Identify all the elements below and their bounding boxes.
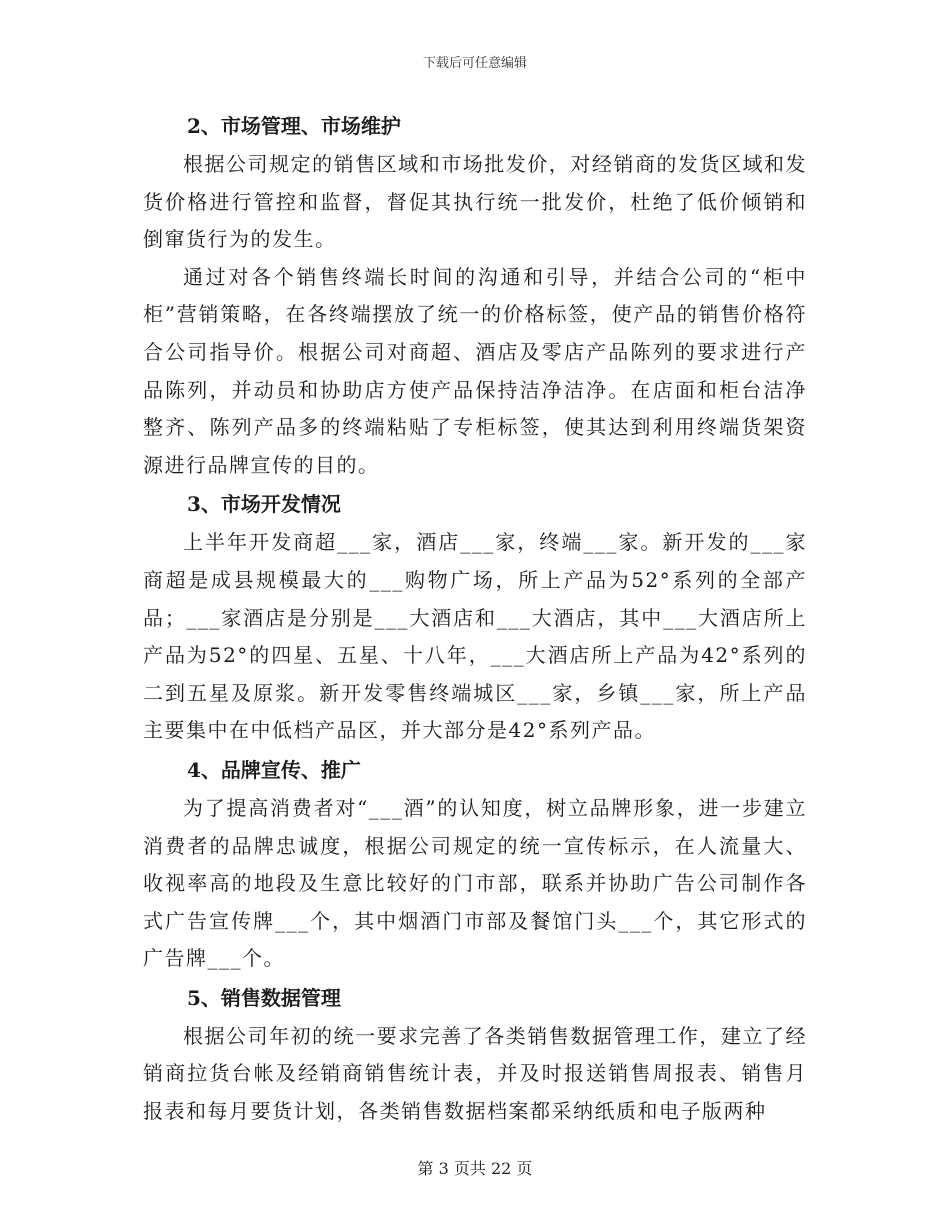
section-sales-data <box>143 978 807 1131</box>
document-body <box>143 106 807 1131</box>
section-market-management <box>143 106 807 484</box>
section-market-development <box>143 484 807 750</box>
section-heading: 3、市场开发情况 <box>187 492 341 517</box>
section-heading: 5、销售数据管理 <box>187 985 341 1010</box>
section-heading: 2、市场管理、市场维护 <box>187 114 401 138</box>
paragraph: 上半年开发商超___家，酒店___家，终端___家。新开发的___家商超是成县规模最大的___购物广场，所上产品为52°系列的全部产品；___家酒店是分别是___大酒店和___大酒店，其中___大酒店所上产品为52°的四星、五星、十八年，___大酒店所上产品为42°系列的二到五星及原浆。新开发零售终端城区___家，乡镇___家，所上产品主要集中在中低档产品区，并大部分是42°系列产品。 <box>143 530 807 743</box>
paragraph: 根据公司规定的销售区域和市场批发价，对经销商的发货区域和发货价格进行管控和监督，督促其执行统一批发价，杜绝了低价倾销和倒窜货行为的发生。 <box>143 152 807 252</box>
section-brand-promotion <box>143 750 807 978</box>
page-header: 下载后可任意编辑 <box>422 56 527 71</box>
paragraph: 通过对各个销售终端长时间的沟通和引导，并结合公司的“柜中柜”营销策略，在各终端摆放了统一的价格标签，使产品的销售价格符合公司指导价。根据公司对商超、酒店及零店产品陈列的要求进行产品陈列，并动员和协助店方使产品保持洁净洁净。在店面和柜台洁净整齐、陈列产品多的终端粘贴了专柜标签，使其达到利用终端货架资源进行品牌宣传的目的。 <box>143 264 807 477</box>
page-number: 第 3 页共 22 页 <box>417 1159 533 1178</box>
paragraph: 根据公司年初的统一要求完善了各类销售数据管理工作，建立了经销商拉货台帐及经销商销售统计表，并及时报送销售周报表、销售月报表和每月要货计划，各类销售数据档案都采纳纸质和电子版两种 <box>143 1023 807 1124</box>
paragraph: 为了提高消费者对“___酒”的认知度，树立品牌形象，进一步建立消费者的品牌忠诚度，根据公司规定的统一宣传标示，在人流量大、收视率高的地段及生意比较好的门市部，联系并协助广告公司制作各式广告宣传牌___个，其中烟酒门市部及餐馆门头___个，其它形式的广告牌___个。 <box>143 795 807 971</box>
section-heading: 4、品牌宣传、推广 <box>187 757 361 782</box>
